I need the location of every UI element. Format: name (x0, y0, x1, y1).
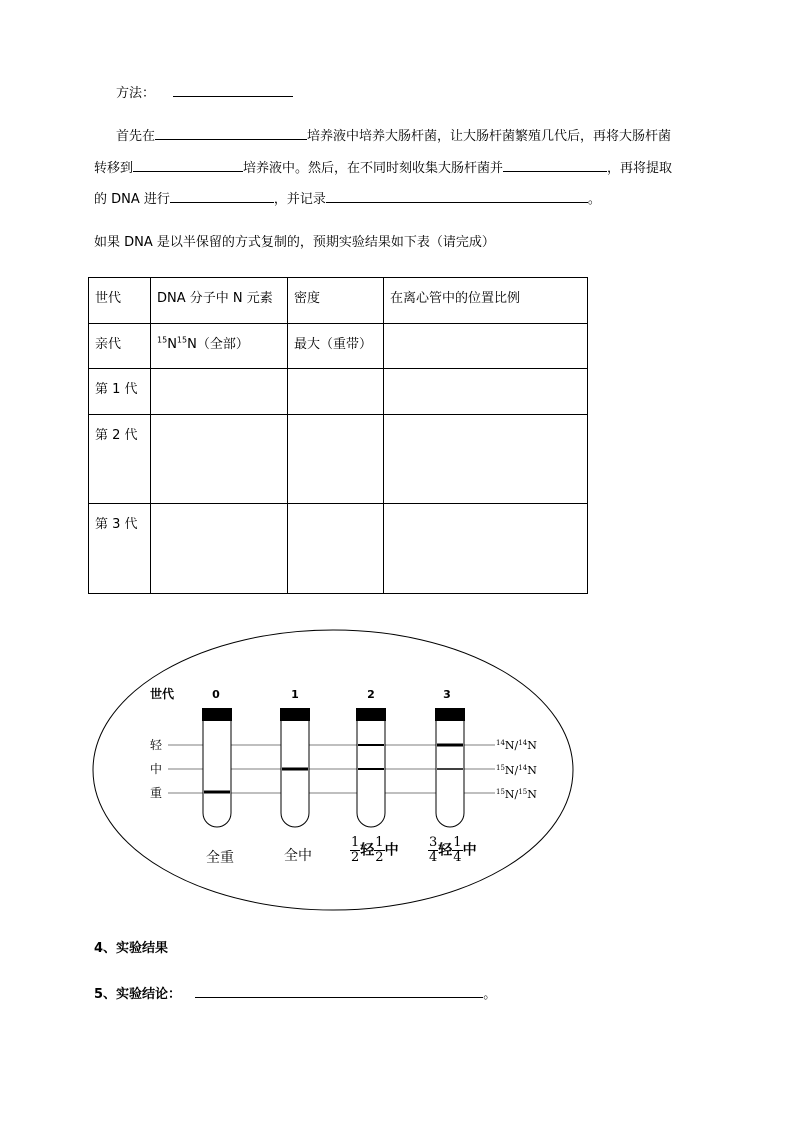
caption-word: 轻 (438, 842, 453, 859)
para-text: 培养液中培养大肠杆菌，让大肠杆菌繁殖几代后，再将大肠杆菌 (307, 129, 672, 144)
header-n-element: DNA 分子中 N 元素 (151, 278, 288, 324)
right-label-15n15n: $^{15}$N/$^{15}$N (496, 788, 537, 801)
test-tube-gen-3 (435, 708, 465, 827)
section-5-end: 。 (483, 987, 497, 1002)
para-text: 转移到 (94, 161, 134, 176)
caption-word: 中 (384, 842, 399, 859)
gen-label: 3 (443, 688, 451, 701)
caption-word: 轻 (360, 842, 375, 859)
tube-cap (356, 708, 386, 721)
fraction: $\frac{3}{4}$ (429, 835, 438, 865)
caption-gen-3 (428, 836, 477, 865)
fraction: $\frac{1}{2}$ (375, 835, 384, 865)
level-label-heavy: 重 (150, 786, 163, 800)
caption-word: 中 (462, 842, 477, 859)
tube-body (203, 721, 231, 827)
para-text: 培养液中。然后，在不同时刻收集大肠杆菌并 (243, 161, 504, 176)
header-position-ratio: 在离心管中的位置比例 (384, 278, 588, 324)
gen-label: 2 (367, 688, 375, 701)
test-tube-gen-1 (280, 708, 310, 827)
row-density: 最大（重带） (288, 324, 384, 369)
row-generation: 第 1 代 (89, 369, 151, 415)
level-label-light: 轻 (150, 738, 163, 752)
gen-label: 1 (291, 688, 299, 701)
tube-cap (280, 708, 310, 721)
section-5-line (94, 983, 496, 1002)
test-tube-gen-0 (202, 708, 232, 827)
test-tube-gen-2 (356, 708, 386, 827)
right-label-15n14n: $^{15}$N/$^{14}$N (496, 764, 537, 777)
caption-gen-0: 全重 (206, 850, 234, 866)
tube-body (436, 721, 464, 827)
header-density: 密度 (288, 278, 384, 324)
tube-body (357, 721, 385, 827)
section-5-heading: 5、实验结论： (94, 987, 182, 1002)
row-generation: 第 3 代 (89, 504, 151, 594)
conclusion-blank[interactable] (195, 983, 483, 998)
fraction: $\frac{1}{2}$ (351, 835, 360, 865)
row-generation: 第 2 代 (89, 415, 151, 504)
level-label-medium: 中 (150, 762, 163, 776)
tube-cap (202, 708, 232, 721)
fraction: $\frac{1}{4}$ (453, 835, 462, 865)
para-text: ，再将提取 (607, 161, 673, 176)
method-label: 方法： (116, 86, 156, 101)
para-text: 的 DNA 进行 (94, 192, 170, 207)
row-generation: 亲代 (89, 324, 151, 369)
table-intro: 如果 DNA 是以半保留的方式复制的，预期实验结果如下表（请完成） (94, 235, 495, 250)
para-text: 。 (587, 192, 601, 207)
tube-cap (435, 708, 465, 721)
tube-body (281, 721, 309, 827)
gen-label: 0 (212, 688, 220, 701)
caption-gen-2 (350, 836, 399, 865)
row-n-element: $^{15}N^{15}N$（全部） (151, 324, 288, 369)
para-text: 首先在 (116, 129, 156, 144)
right-label-14n14n: $^{14}$N/$^{14}$N (496, 739, 537, 752)
para-text: ，并记录 (273, 192, 326, 207)
caption-gen-1: 全中 (284, 848, 312, 864)
diagram-header: 世代 (150, 687, 175, 701)
section-4-heading: 4、实验结果 (94, 941, 169, 956)
header-generation: 世代 (89, 278, 151, 324)
